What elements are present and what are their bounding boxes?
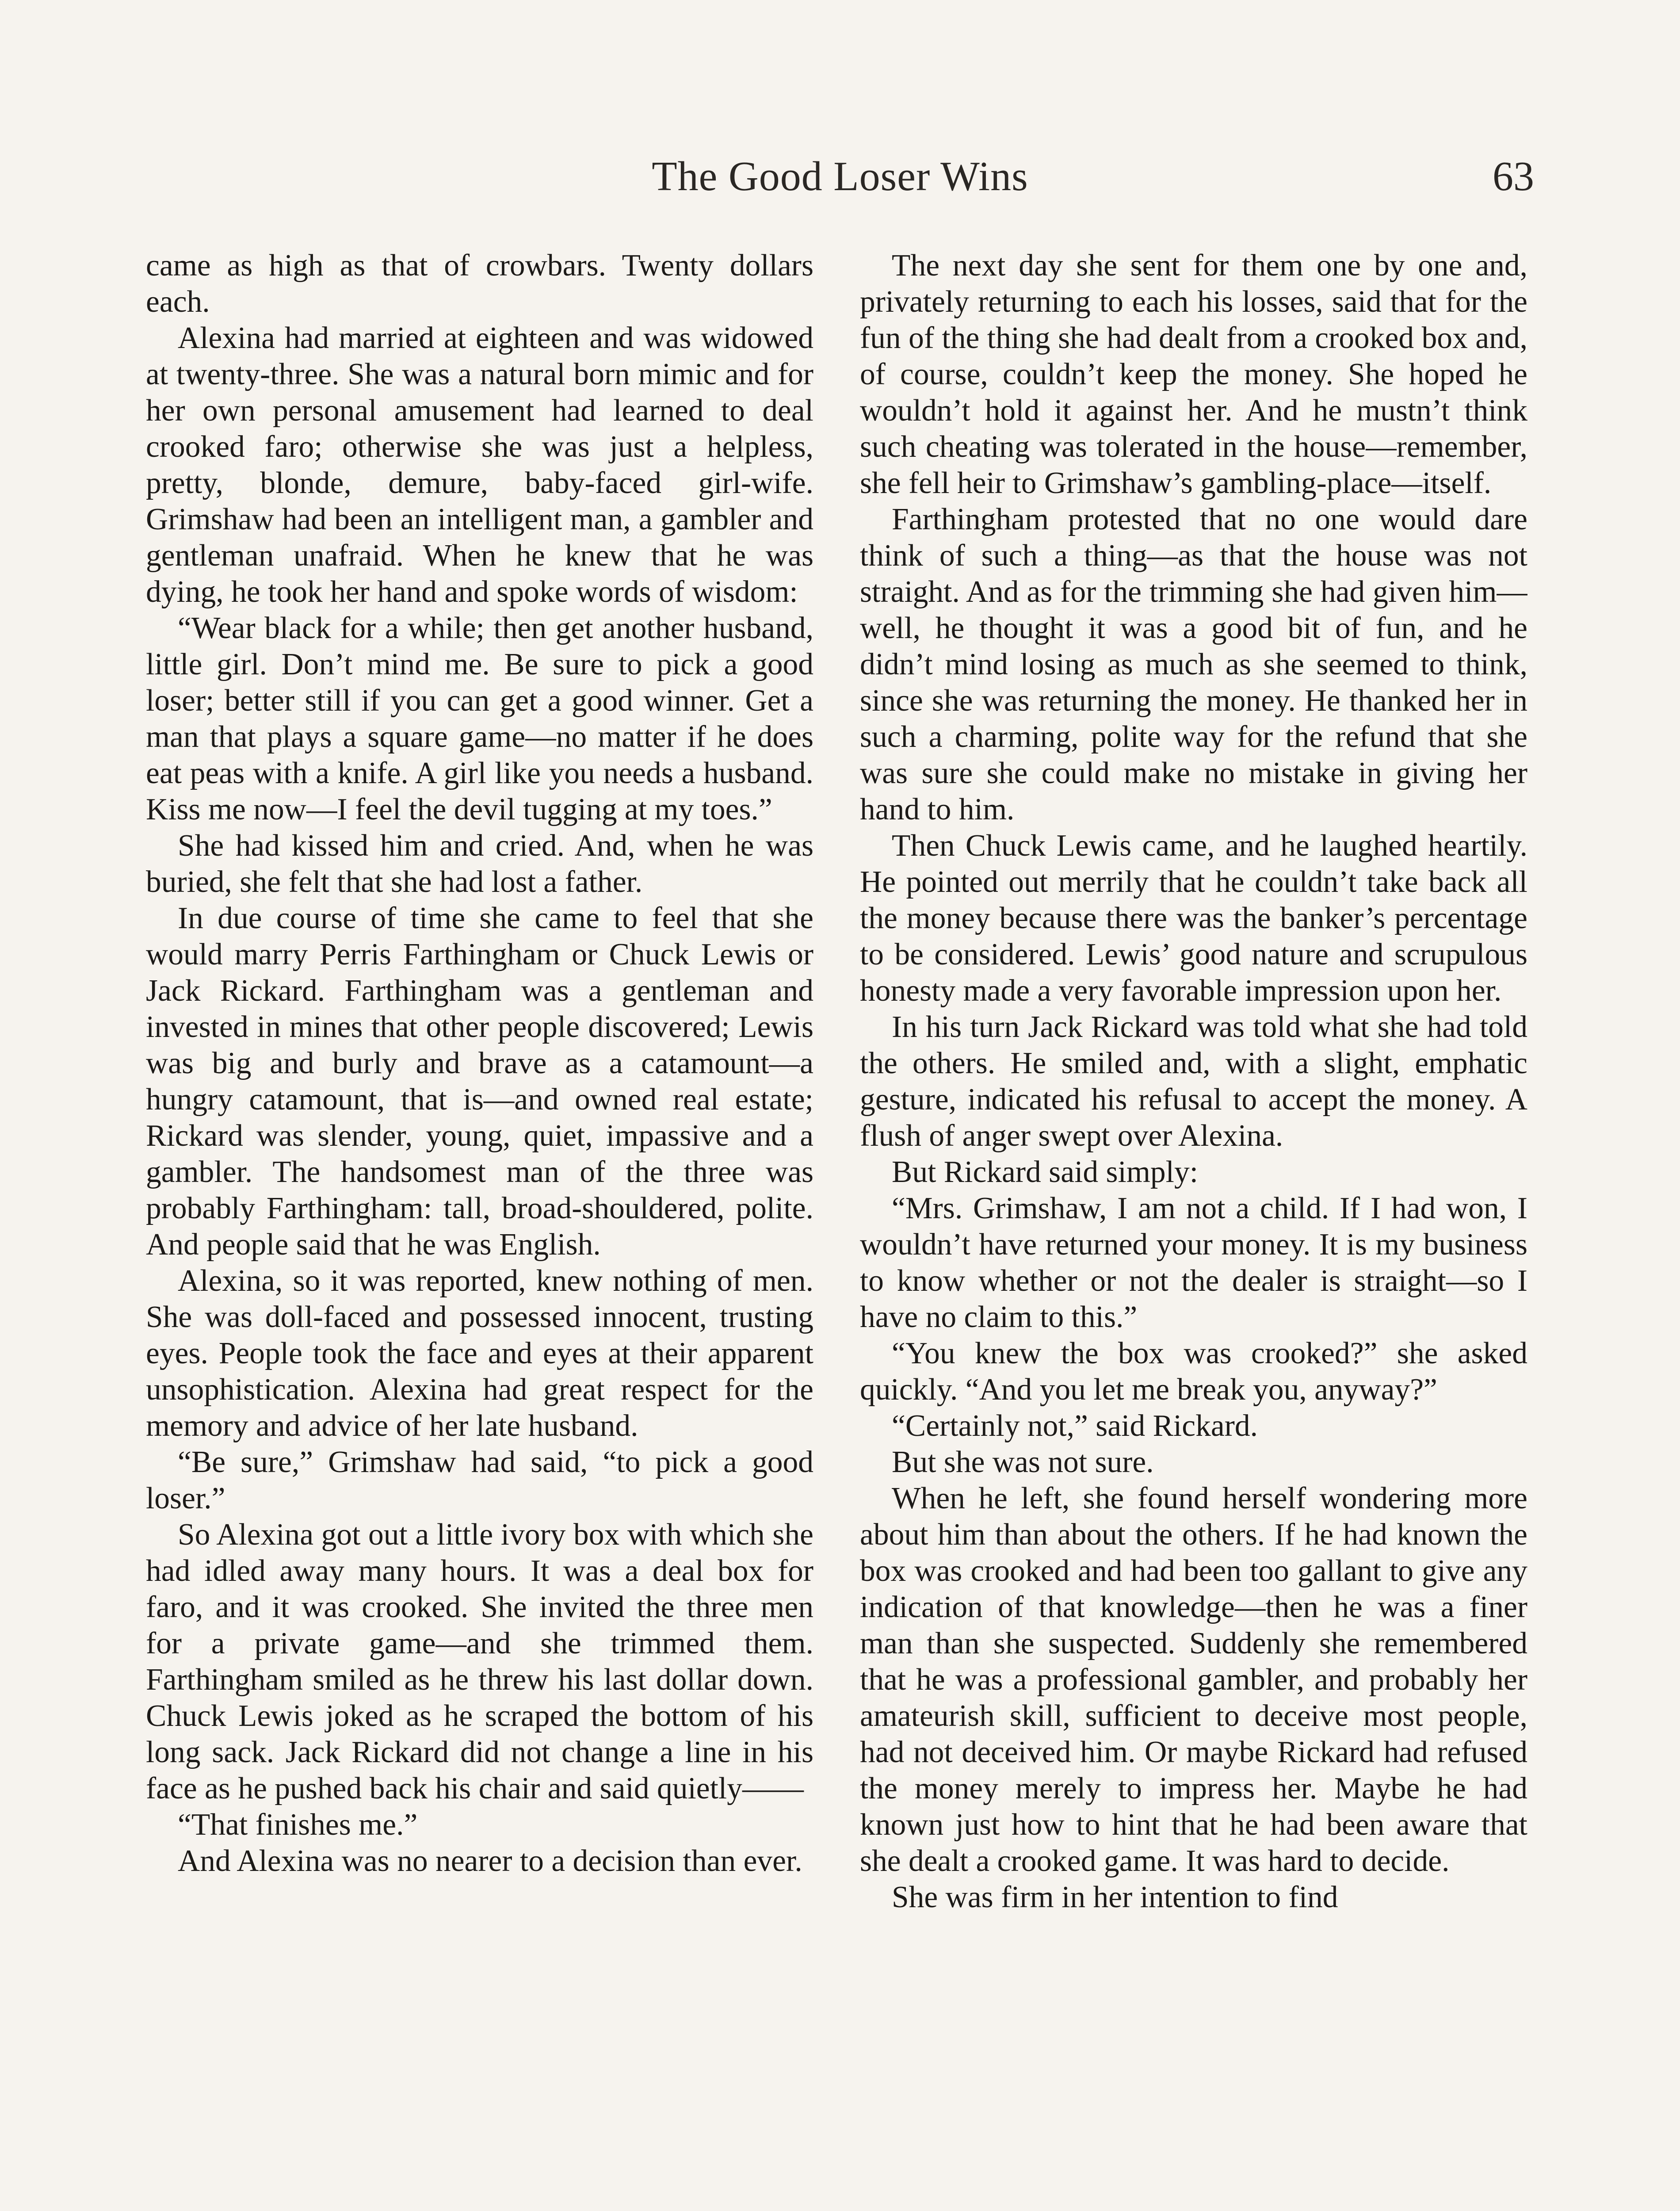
paragraph: So Alexina got out a little ivory box with which she had idled away many hours. It was a deal box for faro, and it was crooked. She invited the three men for a private game—and she trimmed them. Farthingham smiled as he threw his last dollar down. Chuck Lewis joked as he scraped the bottom of his long sack. Jack Rickard did not change a line in his face as he pushed back his chair and said quietly—— [146, 1518, 813, 1806]
paragraph: “You knew the box was crooked?” she asked quickly. “And you let me break you, anyway?” [860, 1336, 1527, 1407]
paragraph: In due course of time she came to feel that she would marry Perris Farthingham or Chuck Lewis or Jack Rickard. Farthingham was a gentleman and invested in mines that other people discovered; Lewis was big and burly and brave as a catamount—a hungry catamount, that is—and owned real estate; Rickard was slender, young, quiet, impassive and a gambler. The handsomest man of the three was probably Farthingham: tall, broad-shouldered, polite. And people said that he was English. [146, 901, 813, 1262]
paragraph: She had kissed him and cried. And, when he was buried, she felt that she had lost a father. [146, 829, 813, 899]
paragraph: Then Chuck Lewis came, and he laughed heartily. He pointed out merrily that he couldn’t take back all the money because there was the banker’s percentage to be considered. Lewis’ good nature and scrupulous honesty made a very favorable impression upon her. [860, 829, 1527, 1008]
paragraph: She was firm in her intention to find [892, 1880, 1338, 1914]
paragraph: And Alexina was no nearer to a decision than ever. [178, 1844, 802, 1878]
paragraph: “That finishes me.” [178, 1808, 418, 1842]
paragraph: Alexina, so it was reported, knew nothing of men. She was doll-faced and possessed innocent, trusting eyes. People took the face and eyes at their apparent unsophistication. Alexina had great respect for the memory and advice of her late husband. [146, 1264, 813, 1443]
paragraph: “Wear black for a while; then get another husband, little girl. Don’t mind me. Be sure to pick a good loser; better still if you can get a good winner. Get a man that plays a square game—no matter if he does eat peas with a knife. A girl like you needs a husband. Kiss me now—I feel the devil tugging at my toes.” [146, 611, 813, 826]
paragraph: “Mrs. Grimshaw, I am not a child. If I had won, I wouldn’t have returned your money. It is my business to know whether or not the dealer is straight—so I have no claim to this.” [860, 1191, 1527, 1334]
paragraph: came as high as that of crowbars. Twenty dollars each. [146, 249, 813, 319]
paragraph: Farthingham protested that no one would dare think of such a thing—as that the house was not straight. And as for the trimming she had given him—well, he thought it was a good bit of fun, and he didn’t mind losing as much as she seemed to think, since she was returning the money. He thanked her in such a charming, polite way for the refund that she was sure she could make no mistake in giving her hand to him. [860, 502, 1527, 826]
paragraph: But she was not sure. [892, 1445, 1154, 1479]
paragraph: But Rickard said simply: [892, 1155, 1199, 1189]
paragraph: In his turn Jack Rickard was told what she had told the others. He smiled and, with a slight, emphatic gesture, indicated his refusal to accept the money. A flush of anger swept over Alexina. [860, 1010, 1527, 1153]
running-header [146, 153, 1534, 219]
paragraph: “Certainly not,” said Rickard. [892, 1409, 1258, 1443]
page-number: 63 [1493, 153, 1534, 199]
paragraph: Alexina had married at eighteen and was widowed at twenty-three. She was a natural born mimic and for her own personal amusement had learned to deal crooked faro; otherwise she was just a helpless, pretty, blonde, demure, baby-faced girl-wife. Grimshaw had been an intelligent man, a gambler and gentleman unafraid. When he knew that he was dying, he took her hand and spoke words of wisdom: [146, 321, 813, 609]
story-title: The Good Loser Wins [652, 153, 1028, 199]
right-column [860, 248, 1527, 2211]
paragraph: When he left, she found herself wondering more about him than about the others. If he had known the box was crooked and had been too gallant to give any indication of that knowledge—then he was a finer man than she suspected. Suddenly she remembered that he was a professional gambler, and probably her amateurish skill, sufficient to deceive most people, had not deceived him. Or maybe Rickard had refused the money merely to impress her. Maybe he had known just how to hint that he had been aware that she dealt a crooked game. It was hard to decide. [860, 1481, 1527, 1878]
paragraph: The next day she sent for them one by one and, privately returning to each his losses, said that for the fun of the thing she had dealt from a crooked box and, of course, couldn’t keep the money. She hoped he wouldn’t hold it against her. And he mustn’t think such cheating was tolerated in the house—remember, she fell heir to Grimshaw’s gambling-place—itself. [860, 249, 1527, 500]
paragraph: “Be sure,” Grimshaw had said, “to pick a good loser.” [146, 1445, 813, 1515]
left-column [146, 248, 813, 2211]
